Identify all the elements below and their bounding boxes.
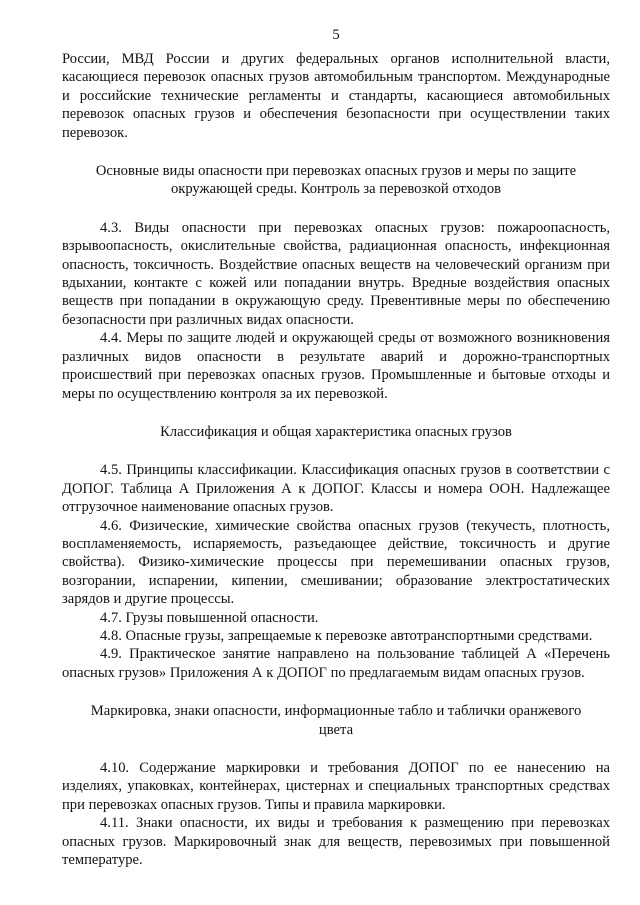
paragraph-4-4: 4.4. Меры по защите людей и окружающей среды от возможного возникновения различных видов опасности в результате аварий и дорожно-транспортных происшествий при перевозках опасных грузов. Промышленные и бытовые отходы и меры по осуществлению контроля за их перевозкой. [62,330,610,402]
paragraph-4-5: 4.5. Принципы классификации. Классификация опасных грузов в соответствии с ДОПОГ. Таблица А Приложения А к ДОПОГ. Классы и номера ООН. Надлежащее отгрузочное наименование опасных грузов. [62,462,610,516]
paragraph-4-10: 4.10. Содержание маркировки и требования ДОПОГ по ее нанесению на изделиях, упаковках, контейнерах, цистернах и специальных транспортных средствах при перевозках опасных грузов. Типы и правила маркировки. [62,760,610,813]
section-heading-marking: Маркировка, знаки опасности, информационные табло и таблички оранжевого цвета [90,703,582,738]
section-heading-hazards: Основные виды опасности при перевозках опасных грузов и меры по защите окружающей среды. Контроль за перевозкой отходов [95,163,577,198]
page-number: 5 [332,27,340,43]
paragraph-4-8: 4.8. Опасные грузы, запрещаемые к перевозке автотранспортными средствами. [100,627,593,644]
paragraph-4-7: 4.7. Грузы повышенной опасности. [100,609,319,626]
paragraph-4-3: 4.3. Виды опасности при перевозках опасных грузов: пожароопасность, взрывоопасность, окислительные свойства, радиационная опасность, инфекционная опасность, токсичность. Воздействие опасных веществ на человеческий организм при вдыхании, контакте с кожей или попадании внутрь. Вредные воздействия опасных веществ при попадании в окружающую среду. Превентивные меры по обеспечению безопасности при различных видах опасности. [62,219,610,328]
section-heading-classification: Классификация и общая характеристика опасных грузов [160,423,512,440]
paragraph-4-6: 4.6. Физические, химические свойства опасных грузов (текучесть, плотность, воспламеняемость, испаряемость, разъедающее действие, токсичность и другие свойства). Физико-химические процессы при перемешивании опасных грузов, возгорании, испарении, кипении, смешивании; образование электростатических зарядов и другие процессы. [62,517,610,608]
paragraph-4-9: 4.9. Практическое занятие направлено на пользование таблицей А «Перечень опасных грузов» Приложения А к ДОПОГ по предлагаемым видам опасных грузов. [62,646,610,681]
paragraph-4-11: 4.11. Знаки опасности, их виды и требования к размещению при перевозках опасных грузов. Маркировочный знак для веществ, перевозимых при повышенной температуре. [62,815,610,869]
intro-paragraph: России, МВД России и других федеральных органов исполнительной власти, касающиеся перевозок опасных грузов автомобильным транспортом. Международные и российские технические регламенты и стандарты, касающиеся автомобильных перевозок опасных грузов и обеспечения безопасности при осуществлении таких перевозок. [62,51,610,141]
document-page [62,26,610,869]
